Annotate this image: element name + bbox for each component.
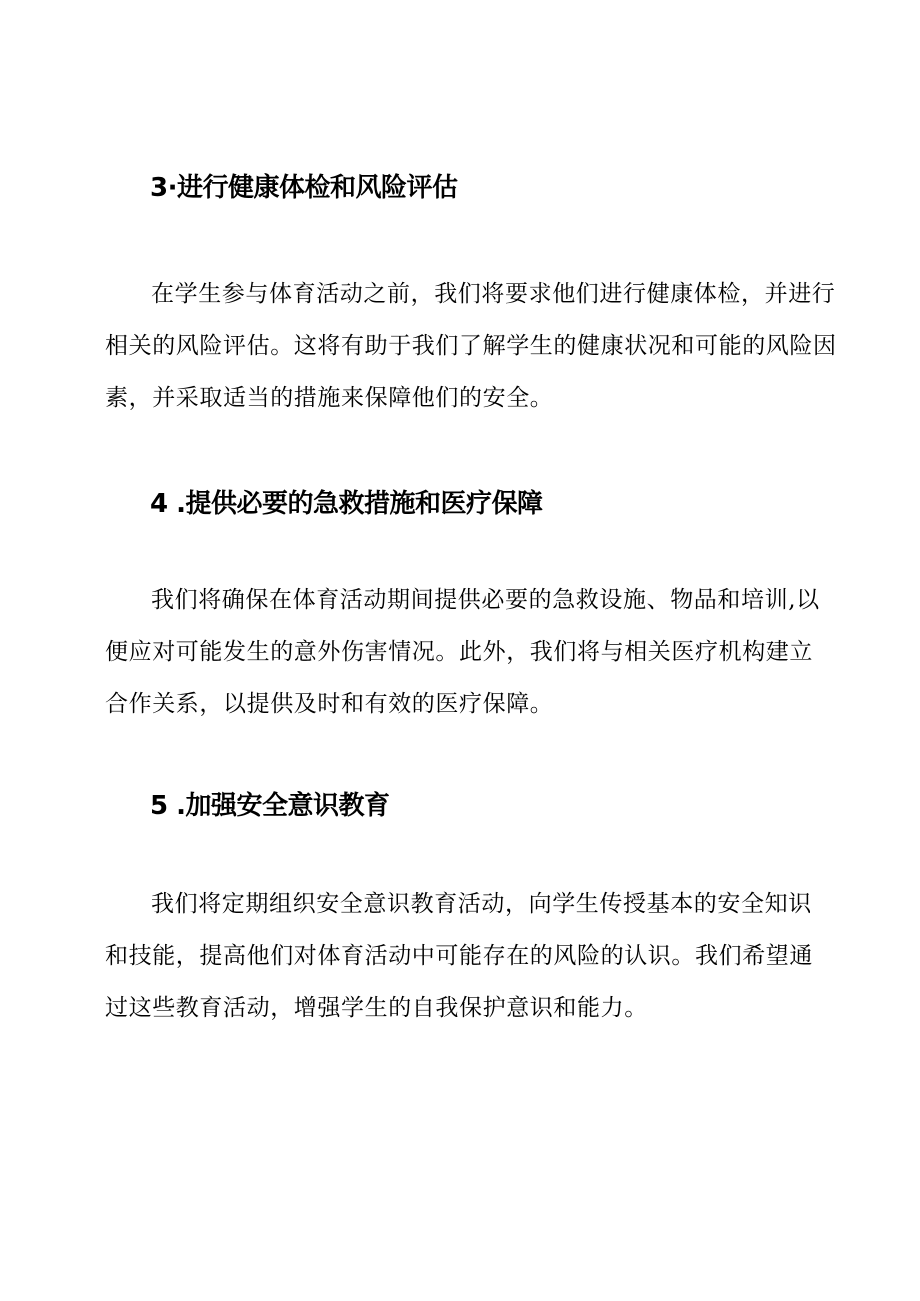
- paragraph-line: 过这些教育活动，增强学生的自我保护意识和能力。: [105, 995, 648, 1021]
- paragraph-line: 便应对可能发生的意外伤害情况。此外，我们将与相关医疗机构建立: [105, 639, 813, 665]
- paragraph-line: 和技能，提高他们对体育活动中可能存在的风险的认识。我们希望通: [105, 943, 813, 969]
- section-heading-3: 3·进行健康体检和风险评估: [150, 173, 458, 203]
- section-heading-5: 5 .加强安全意识教育: [150, 791, 390, 821]
- paragraph-line: 素，并采取适当的措施来保障他们的安全。: [105, 385, 554, 411]
- paragraph-line: 在学生参与体育活动之前，我们将要求他们进行健康体检，并进行: [151, 281, 836, 307]
- section-heading-4: 4 .提供必要的急救措施和医疗保障: [150, 489, 543, 519]
- paragraph-line: 相关的风险评估。这将有助于我们了解学生的健康状况和可能的风险因: [105, 333, 837, 359]
- section-paragraph-4: [105, 574, 827, 730]
- section-paragraph-3: [105, 268, 837, 424]
- section-paragraph-5: [105, 878, 827, 1034]
- paragraph-line: 我们将定期组织安全意识教育活动，向学生传授基本的安全知识: [151, 891, 812, 917]
- paragraph-line: 我们将确保在体育活动期间提供必要的急救设施、物品和培训,以: [151, 587, 820, 613]
- paragraph-line: 合作关系，以提供及时和有效的医疗保障。: [105, 691, 554, 717]
